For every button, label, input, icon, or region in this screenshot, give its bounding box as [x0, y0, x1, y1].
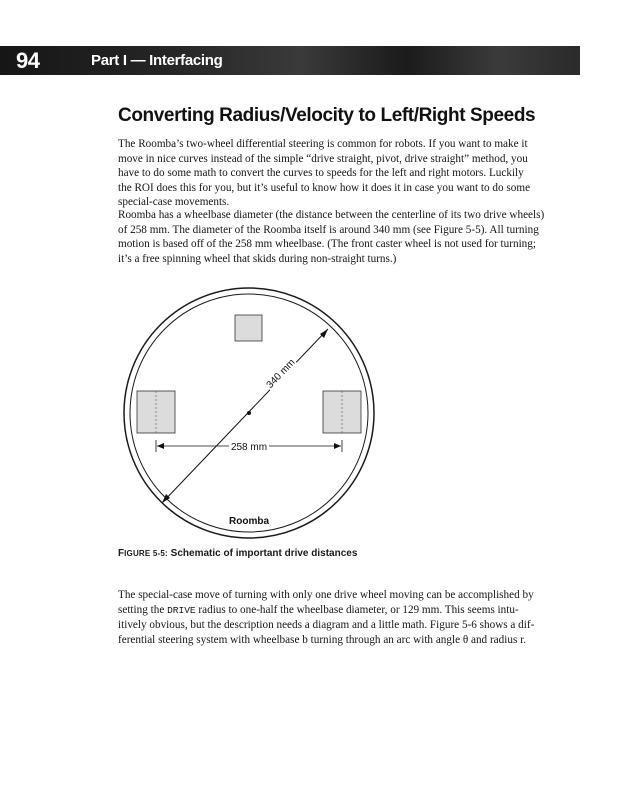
- text-line: it’s a free spinning wheel that skids during non-straight turns.): [118, 252, 397, 265]
- text-line: of 258 mm. The diameter of the Roomba itself is around 340 mm (see Figure 5-5). All turning: [118, 223, 539, 236]
- text-line-before-code: setting the: [118, 603, 168, 616]
- roomba-schematic-figure: [118, 282, 398, 542]
- roomba-label: Roomba: [229, 516, 269, 527]
- text-line: The Roomba’s two-wheel differential steering is common for robots. If you want to make it: [118, 138, 528, 150]
- text-line: [118, 603, 558, 619]
- text-line: the ROI does this for you, but it’s useful to know how it does it in case you want to do some: [118, 181, 531, 194]
- caption-prefix-rest: IGURE 5-5:: [124, 549, 168, 558]
- paragraph-differential-steering: [118, 137, 558, 210]
- text-line-after-code: radius to one-half the wheelbase diameter, or 129 mm. This seems intu-: [195, 603, 519, 616]
- caption-text: Schematic of important drive distances: [167, 548, 358, 559]
- text-line: Roomba has a wheelbase diameter (the distance between the centerline of its two drive wheels): [118, 209, 545, 221]
- diameter-label: 340 mm: [264, 357, 298, 391]
- text-line: special-case movements.: [118, 196, 230, 209]
- section-title: Converting Radius/Velocity to Left/Right Speeds: [118, 105, 536, 126]
- diameter-dimension-line: [162, 329, 328, 503]
- caption-prefix-initial: F: [118, 548, 125, 559]
- wheelbase-label: 258 mm: [230, 442, 268, 453]
- drive-command-code: DRIVE: [167, 604, 196, 616]
- text-line: motion is based off of the 258 mm wheelbase. (The front caster wheel is not used for turning;: [118, 238, 536, 251]
- text-line: have to do some math to convert the curves to speeds for the left and right motors. Luckily: [118, 167, 524, 180]
- page-number: 94: [16, 48, 40, 73]
- front-caster-wheel: [235, 315, 262, 341]
- roomba-schematic: [118, 282, 398, 542]
- wheelbase-arrow-left: [157, 443, 164, 449]
- paragraph-special-case-turn: [118, 588, 558, 647]
- running-header: [0, 46, 580, 75]
- text-line: move in nice curves instead of the simple “drive straight, pivot, drive straight” method, you: [118, 152, 528, 165]
- part-title: Part I — Interfacing: [91, 52, 223, 69]
- text-line: ferential steering system with wheelbase b turning through an arc with angle θ and radius r.: [118, 633, 526, 646]
- wheelbase-arrow-right: [334, 443, 341, 449]
- text-line: itively obvious, but the description needs a diagram and a little math. Figure 5-6 shows a dif-: [118, 619, 535, 632]
- paragraph-wheelbase: [118, 208, 558, 266]
- text-line: The special-case move of turning with only one drive wheel moving can be accomplished by: [118, 589, 534, 601]
- figure-caption: [118, 548, 357, 559]
